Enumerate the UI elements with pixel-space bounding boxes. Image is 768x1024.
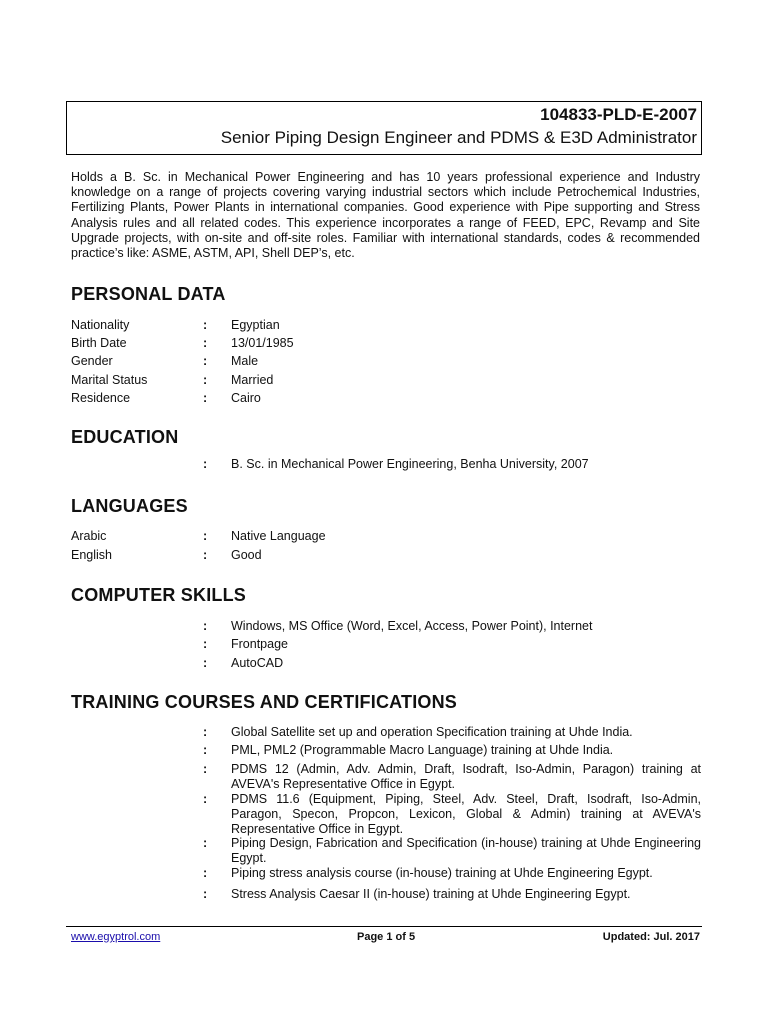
document-title: Senior Piping Design Engineer and PDMS & E3D Administrator — [220, 128, 697, 147]
row-label: English — [71, 548, 112, 562]
profile-summary: Holds a B. Sc. in Mechanical Power Engineering and has 10 years professional experience and Industry knowledge on a range of projects covering varying industrial sectors which include Petrochemical Industries, Fertilizing Plants, Power Plants in international companies. Good experience with Pipe supporting and Stress Analysis rules and all related codes. This experience incorporates a range of FEED, EPC, Revamp and Site Upgrade projects, with on-site and off-site roles. Familiar with international standards, codes & recommended practice’s like: ASME, ASTM, API, Shell DEP’s, etc. — [71, 170, 700, 261]
row-colon: : — [203, 792, 208, 806]
row-value: Native Language — [231, 529, 326, 543]
section-title-personal-data: PERSONAL DATA — [71, 284, 226, 304]
row-value: Male — [231, 354, 259, 368]
row-value: Egyptian — [231, 318, 280, 332]
row-label: Arabic — [71, 529, 107, 543]
footer-divider — [66, 926, 702, 927]
row-value: Married — [231, 373, 274, 387]
row-value: PDMS 12 (Admin, Adv. Admin, Draft, Isodraft, Iso-Admin, Paragon) training at AVEVA's Representative Office in Egypt. — [231, 762, 701, 791]
row-value: B. Sc. in Mechanical Power Engineering, Benha University, 2007 — [231, 457, 589, 471]
row-colon: : — [203, 743, 208, 757]
row-colon: : — [203, 548, 208, 562]
footer-website-link[interactable]: www.egyptrol.com — [71, 931, 161, 943]
row-colon: : — [203, 656, 208, 670]
row-colon: : — [203, 762, 208, 776]
row-colon: : — [203, 619, 208, 633]
row-label: Gender — [71, 354, 113, 368]
row-colon: : — [203, 887, 208, 901]
row-value: PDMS 11.6 (Equipment, Piping, Steel, Adv. Steel, Draft, Isodraft, Iso-Admin, Paragon, Specon, Propcon, Lexicon, Global & Admin) training at AVEVA's Representative Office in Egypt. — [231, 792, 701, 836]
section-title-languages: LANGUAGES — [71, 496, 188, 516]
document-code: 104833-PLD-E-2007 — [540, 105, 697, 124]
row-colon: : — [203, 373, 208, 387]
row-label: Residence — [71, 391, 131, 405]
row-colon: : — [203, 866, 208, 880]
row-colon: : — [203, 457, 208, 471]
row-value: Global Satellite set up and operation Specification training at Uhde India. — [231, 725, 633, 739]
row-colon: : — [203, 318, 208, 332]
row-label: Marital Status — [71, 373, 148, 387]
row-value: Frontpage — [231, 637, 288, 651]
row-value: AutoCAD — [231, 656, 284, 670]
row-value: Windows, MS Office (Word, Excel, Access, Power Point), Internet — [231, 619, 593, 633]
row-colon: : — [203, 637, 208, 651]
section-title-training: TRAINING COURSES AND CERTIFICATIONS — [71, 692, 458, 712]
row-colon: : — [203, 529, 208, 543]
row-value: Good — [231, 548, 262, 562]
row-colon: : — [203, 354, 208, 368]
header-box — [66, 101, 702, 155]
row-value: PML, PML2 (Programmable Macro Language) training at Uhde India. — [231, 743, 614, 757]
row-label: Birth Date — [71, 336, 127, 350]
row-value: Cairo — [231, 391, 261, 405]
row-value: Piping Design, Fabrication and Specification (in-house) training at Uhde Engineering Egypt. — [231, 836, 701, 865]
row-colon: : — [203, 336, 208, 350]
section-title-education: EDUCATION — [71, 427, 179, 447]
row-colon: : — [203, 725, 208, 739]
row-value: Piping stress analysis course (in-house) training at Uhde Engineering Egypt. — [231, 866, 653, 880]
row-colon: : — [203, 836, 208, 850]
section-title-computer-skills: COMPUTER SKILLS — [71, 585, 247, 605]
row-value: 13/01/1985 — [231, 336, 294, 350]
footer-updated-date: Updated: Jul. 2017 — [602, 931, 700, 943]
row-value: Stress Analysis Caesar II (in-house) training at Uhde Engineering Egypt. — [231, 887, 631, 901]
row-colon: : — [203, 391, 208, 405]
footer-page-number: Page 1 of 5 — [357, 931, 416, 943]
row-label: Nationality — [71, 318, 130, 332]
